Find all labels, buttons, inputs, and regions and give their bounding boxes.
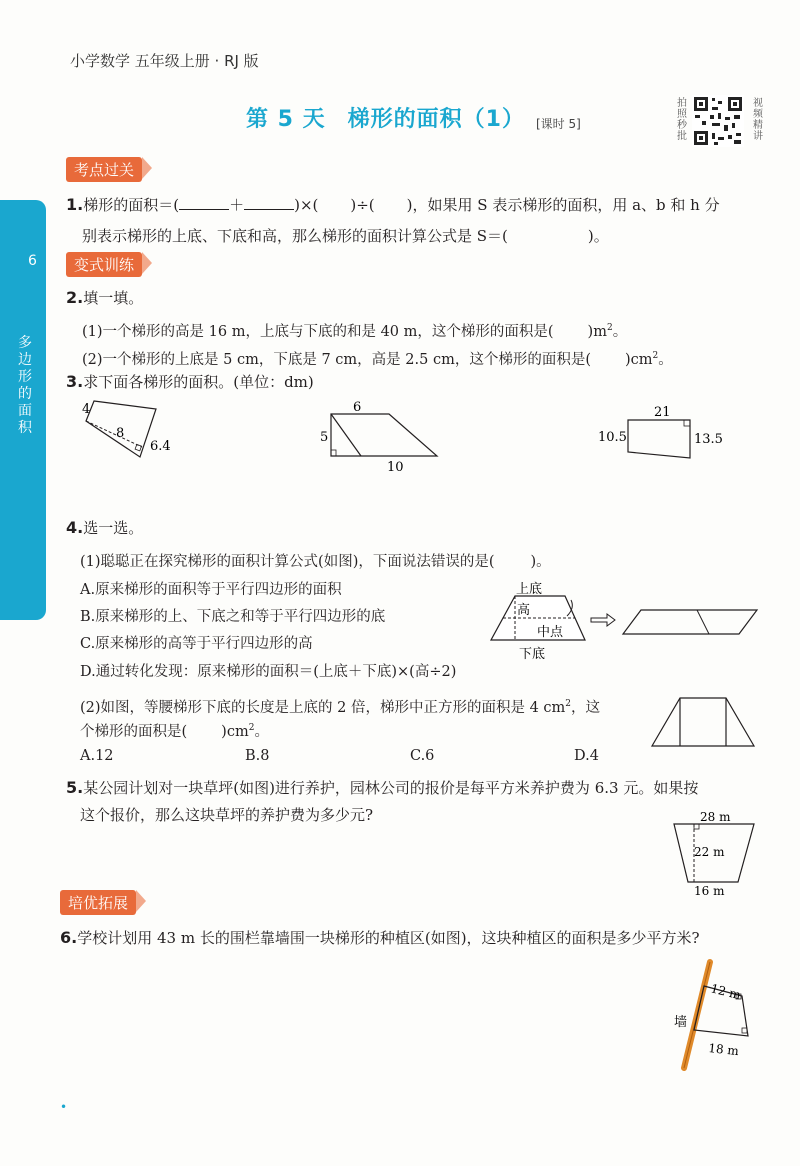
fig6-label-wall: 墙 bbox=[674, 1015, 688, 1030]
square-superscript: 2 bbox=[565, 699, 572, 709]
qr-left-label: 拍照秒批 bbox=[677, 98, 687, 142]
trapezoid-figure-2 bbox=[315, 395, 445, 475]
fig1-label-c: 6.4 bbox=[150, 439, 171, 454]
fig4-label-mid: 中点 bbox=[537, 625, 564, 640]
chapter-title: 多边形的面积 bbox=[18, 335, 32, 436]
arrow-right-icon bbox=[591, 614, 615, 626]
fig5-label-top: 28 m bbox=[700, 810, 731, 824]
q1-text-a: 梯形的面积＝( bbox=[83, 196, 180, 214]
question-5-line2: 这个报价，那么这块草坪的养护费为多少元? bbox=[80, 806, 374, 824]
q1-text-e: )，如果用 S 表示梯形的面积，用 a、b 和 h 分 bbox=[406, 196, 720, 214]
fig3-label-left: 10.5 bbox=[598, 430, 627, 445]
question-4 bbox=[66, 518, 143, 538]
option2-b[interactable]: B.8 bbox=[245, 748, 270, 764]
question-3 bbox=[66, 372, 314, 392]
qr-code-icon[interactable] bbox=[692, 95, 744, 147]
q5-line1: 某公园计划对一块草坪(如图)进行养护，园林公司的报价是每平方米养护费为 6.3 元。如果按 bbox=[83, 779, 699, 797]
fig3-label-top: 21 bbox=[654, 405, 671, 420]
option-c[interactable]: C.原来梯形的高等于平行四边形的高 bbox=[80, 636, 313, 652]
q4-2-unit: )cm bbox=[221, 723, 249, 740]
q4-1-end: )。 bbox=[530, 554, 551, 570]
q4-2-text-c: 个梯形的面积是( bbox=[80, 723, 188, 740]
question-6 bbox=[60, 928, 700, 948]
section-badge-peiyou: 培优拓展 bbox=[60, 890, 136, 915]
question-4-1 bbox=[80, 552, 551, 572]
book-header: 小学数学 五年级上册 · RJ 版 bbox=[70, 52, 259, 70]
q3-title: 求下面各梯形的面积。(单位：dm) bbox=[83, 373, 314, 391]
page-marker: • bbox=[60, 1100, 68, 1114]
question-number: 4. bbox=[66, 518, 84, 537]
lawn-trapezoid-figure bbox=[660, 808, 770, 898]
q2-2-unit: )cm bbox=[624, 351, 653, 368]
fig1-label-b: 8 bbox=[116, 426, 125, 441]
q2-2-text: (2)一个梯形的上底是 5 cm，下底是 7 cm，高是 2.5 cm，这个梯形的面积是( bbox=[82, 351, 591, 368]
title-topic: 梯形的面积（1） bbox=[347, 107, 525, 132]
q6-line1: 学校计划用 43 m 长的围栏靠墙围一块梯形的种植区(如图)，这块种植区的面积是多少平方米? bbox=[77, 929, 700, 947]
fig1-label-a: 4 bbox=[82, 402, 91, 417]
q2-title: 填一填。 bbox=[83, 289, 144, 307]
option-a[interactable]: A.原来梯形的面积等于平行四边形的面积 bbox=[80, 582, 342, 598]
fig2-label-h: 5 bbox=[320, 430, 329, 445]
q4-2-text-b: ，这 bbox=[571, 699, 601, 716]
qr-right-label: 视频精讲 bbox=[753, 98, 763, 142]
question-2-2: (2)一个梯形的上底是 5 cm，下底是 7 cm，高是 2.5 cm，这个梯形的面积是( )$cm^2$。 bbox=[82, 351, 673, 368]
fig5-label-bottom: 16 m bbox=[694, 884, 725, 898]
question-1-line2 bbox=[82, 226, 609, 246]
q2-1-text: (1)一个梯形的高是 16 m，上底与下底的和是 40 m，这个梯形的面积是( bbox=[82, 323, 554, 340]
trapezoid-transform-figure bbox=[485, 578, 765, 662]
title-day: 第 5 天 bbox=[246, 107, 326, 132]
q2-1-unit: )m bbox=[587, 323, 607, 340]
fig4-label-height: 高 bbox=[517, 603, 531, 618]
q1-text-d: )÷( bbox=[350, 196, 375, 214]
answer-blank[interactable] bbox=[244, 195, 294, 210]
question-number: 3. bbox=[66, 372, 84, 391]
q1-text-b: ＋ bbox=[229, 196, 245, 214]
square-superscript: 2 bbox=[652, 351, 659, 361]
q1-text-c: )×( bbox=[294, 196, 319, 214]
question-4-2-line2: 个梯形的面积是( )$cm^2$。 bbox=[80, 723, 269, 740]
q4-2-text: (2)如图，等腰梯形下底的长度是上底的 2 倍，梯形中正方形的面积是 4 cm bbox=[80, 699, 566, 716]
fig4-label-bottom: 下底 bbox=[519, 647, 546, 662]
trapezoid-figure-1 bbox=[80, 395, 190, 465]
question-4-2 bbox=[80, 694, 600, 718]
lesson-period: [课时 5] bbox=[536, 117, 581, 131]
fig2-label-bottom: 10 bbox=[387, 460, 404, 475]
isosceles-trapezoid-figure bbox=[650, 692, 760, 750]
section-badge-kaodian: 考点过关 bbox=[66, 157, 142, 182]
question-number: 6. bbox=[60, 928, 78, 947]
square-superscript: 2 bbox=[606, 323, 613, 333]
fig6-label-b: 18 m bbox=[707, 1041, 740, 1059]
answer-blank[interactable] bbox=[179, 195, 229, 210]
fig5-label-h: 22 m bbox=[694, 845, 725, 859]
fig3-label-right: 13.5 bbox=[694, 432, 723, 447]
chapter-number: 6 bbox=[28, 253, 37, 269]
fig2-label-top: 6 bbox=[353, 400, 362, 415]
question-number: 2. bbox=[66, 288, 84, 307]
trapezoid-figure-3 bbox=[598, 400, 728, 465]
square-superscript: 2 bbox=[248, 723, 255, 733]
question-1 bbox=[66, 195, 720, 215]
page-title bbox=[246, 102, 525, 133]
question-5 bbox=[66, 778, 698, 798]
option-d[interactable]: D.通过转化发现：原来梯形的面积＝(上底＋下底)×(高÷2) bbox=[80, 664, 457, 680]
question-2 bbox=[66, 288, 143, 308]
q4-title: 选一选。 bbox=[83, 519, 144, 537]
option-b[interactable]: B.原来梯形的上、下底之和等于平行四边形的底 bbox=[80, 609, 386, 625]
q1-text-line2: 别表示梯形的上底、下底和高，那么梯形的面积计算公式是 S＝( bbox=[82, 227, 508, 245]
question-number: 5. bbox=[66, 778, 84, 797]
option2-d[interactable]: D.4 bbox=[574, 748, 599, 764]
option2-c[interactable]: C.6 bbox=[410, 748, 435, 764]
section-badge-bianshi: 变式训练 bbox=[66, 252, 142, 277]
fig6-label-a: 12 m bbox=[709, 981, 743, 1003]
question-number: 1. bbox=[66, 195, 84, 214]
fig4-label-top: 上底 bbox=[516, 582, 543, 597]
option2-a[interactable]: A.12 bbox=[80, 748, 114, 764]
q4-1-text: (1)聪聪正在探究梯形的面积计算公式(如图)，下面说法错误的是( bbox=[80, 554, 495, 570]
garden-trapezoid-figure bbox=[668, 958, 768, 1073]
q1-text-end: )。 bbox=[587, 227, 609, 245]
question-2-1: (1)一个梯形的高是 16 m，上底与下底的和是 40 m，这个梯形的面积是( )$m^2$。 bbox=[82, 323, 628, 340]
